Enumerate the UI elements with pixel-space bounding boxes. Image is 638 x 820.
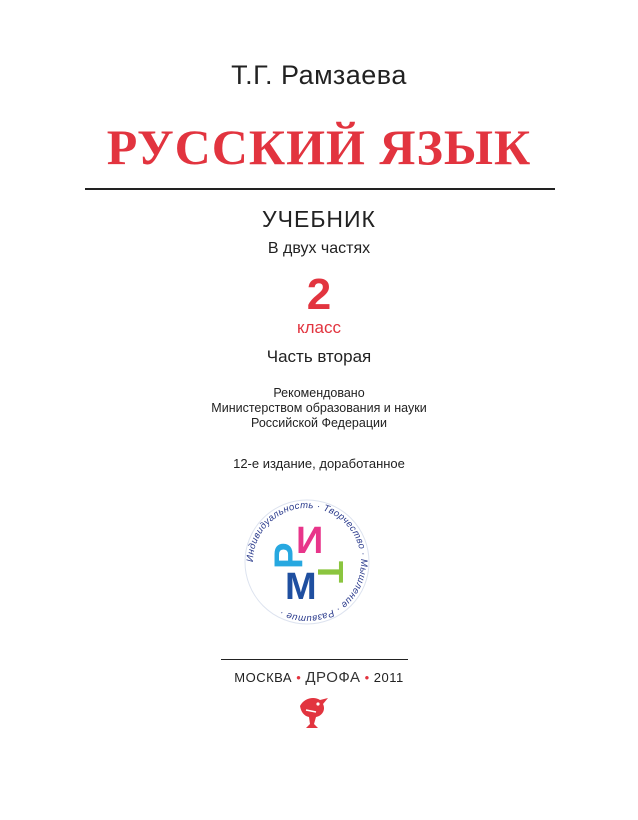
recommendation-line: Российской Федерации [251,416,387,430]
part-label: Часть вторая [266,347,372,366]
grade-word: класс [296,318,341,337]
publisher-separator: • [296,670,302,685]
recommendation [0,386,638,431]
logo-letter-r: Р [267,542,311,569]
publisher-separator: • [364,670,370,685]
logo-ring-textpath: Индивидуальность · Творчество · Мышление · Развитие · [244,499,370,625]
edition-note: 12-е издание, доработанное [233,456,405,471]
author-name: Т.Г. Рамзаева [231,60,407,90]
title-divider [85,188,555,190]
book-title: РУССКИЙ ЯЗЫК [106,119,532,175]
publisher-bird-logo [296,692,330,730]
logo-letter-m: М [285,566,317,608]
logo-letter-i: И [296,520,324,562]
logo-letter-t: Т [310,561,351,583]
publisher-year: 2011 [373,670,404,685]
publisher-line [0,669,638,686]
book-type: УЧЕБНИК [262,206,376,232]
recommendation-line: Рекомендовано [273,386,365,400]
publisher-divider [221,659,408,660]
publisher-name: ДРОФА [305,669,361,686]
ritm-logo [242,497,372,627]
grade-number: 2 [306,270,332,319]
parts-note: В двух частях [267,240,371,257]
publisher-city: МОСКВА [234,670,293,685]
recommendation-line: Министерством образования и науки [211,401,427,415]
